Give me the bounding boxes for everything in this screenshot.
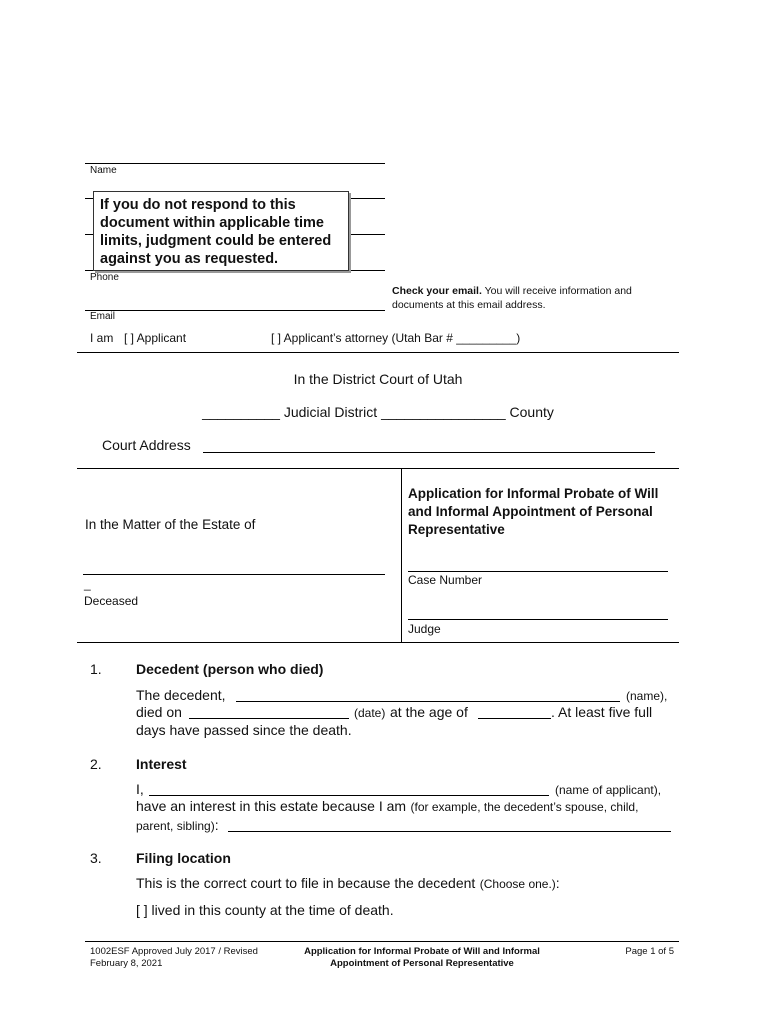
applicant-checkbox[interactable]: [ ] Applicant (124, 331, 187, 345)
warning-box: If you do not respond to this document within applicable time limits, judgment could be entered against you as requested. (93, 191, 349, 271)
district-line[interactable]: __________ Judicial District ________________ County (202, 404, 554, 420)
death-date-field[interactable] (189, 718, 349, 719)
s2-line1-start: I, (136, 781, 144, 797)
email-label: Email (90, 311, 116, 322)
judge-line[interactable] (408, 619, 668, 620)
court-address-label: Court Address (102, 437, 191, 453)
s2-line3-colon: : (214, 817, 219, 833)
s1-line2-mid: at the age of (390, 704, 468, 720)
judge-label: Judge (408, 622, 441, 636)
footer-form-id: 1002ESF Approved July 2017 / Revised February 8, 2021 (90, 946, 258, 969)
s1-line2-start: died on (136, 704, 182, 720)
section-1-number: 1. (90, 661, 102, 677)
name-line[interactable] (85, 163, 385, 164)
i-am-label: I am (90, 331, 114, 345)
s1-line1-end: (name), (626, 689, 668, 703)
s1-line2-end: . At least five full (551, 704, 653, 720)
s2-line3-small: parent, sibling) (136, 819, 215, 833)
s1-line3: days have passed since the death. (136, 722, 352, 738)
s2-line2-main: have an interest in this estate because I am (136, 798, 407, 814)
age-field[interactable] (478, 718, 551, 719)
section-3-heading: Filing location (136, 850, 231, 866)
document-title: Application for Informal Probate of Will and Informal Appointment of Personal Representative (408, 486, 659, 537)
attorney-checkbox[interactable]: [ ] Applicant’s attorney (Utah Bar # _________) (271, 331, 521, 345)
court-title: In the District Court of Utah (293, 371, 463, 387)
s2-line1-end: (name of applicant), (555, 783, 662, 797)
lived-in-county-checkbox[interactable]: [ ] lived in this county at the time of death. (136, 902, 394, 918)
s3-line1-main: This is the correct court to file in because the decedent (136, 875, 476, 891)
s2-line3 (136, 817, 219, 835)
section-2-number: 2. (90, 756, 102, 772)
email-note (392, 284, 667, 312)
section-3-number: 3. (90, 850, 102, 866)
footer-page-number: Page 1 of 5 (625, 946, 674, 957)
footer-title: Application for Informal Probate of Will and Informal Appointment of Personal Representative (304, 946, 540, 969)
caption-bottom-rule (77, 642, 679, 643)
section-2-heading: Interest (136, 756, 187, 772)
case-number-line[interactable] (408, 571, 668, 572)
estate-of-label: In the Matter of the Estate of (85, 517, 256, 532)
s3-line1-colon: : (555, 875, 560, 891)
caption-top-rule (77, 468, 679, 469)
s1-date-label: (date) (354, 706, 386, 720)
footer-rule (85, 941, 679, 942)
interest-field[interactable] (228, 831, 671, 832)
name-label: Name (90, 165, 117, 176)
decedent-name-line[interactable] (83, 574, 385, 575)
email-note-bold: Check your email. (392, 285, 482, 297)
case-number-label: Case Number (408, 573, 483, 587)
decedent-name-field[interactable] (236, 701, 620, 702)
deceased-label: Deceased (84, 594, 139, 608)
s1-line1-start: The decedent, (136, 687, 226, 703)
email-line[interactable] (85, 310, 385, 311)
s2-line2 (136, 798, 638, 816)
s3-line1 (136, 875, 560, 893)
header-divider (77, 352, 679, 353)
applicant-name-field[interactable] (149, 795, 549, 796)
section-1-heading: Decedent (person who died) (136, 661, 324, 677)
email-note-rest: You will receive information and documents at this email address. (392, 285, 632, 311)
s3-line1-small: (Choose one.) (479, 877, 556, 891)
phone-label: Phone (90, 272, 119, 283)
s2-line2-small: (for example, the decedent’s spouse, child, (410, 800, 639, 814)
court-address-line[interactable] (203, 452, 655, 453)
caption-divider (401, 468, 402, 642)
underscore-mark: _ (84, 577, 91, 591)
